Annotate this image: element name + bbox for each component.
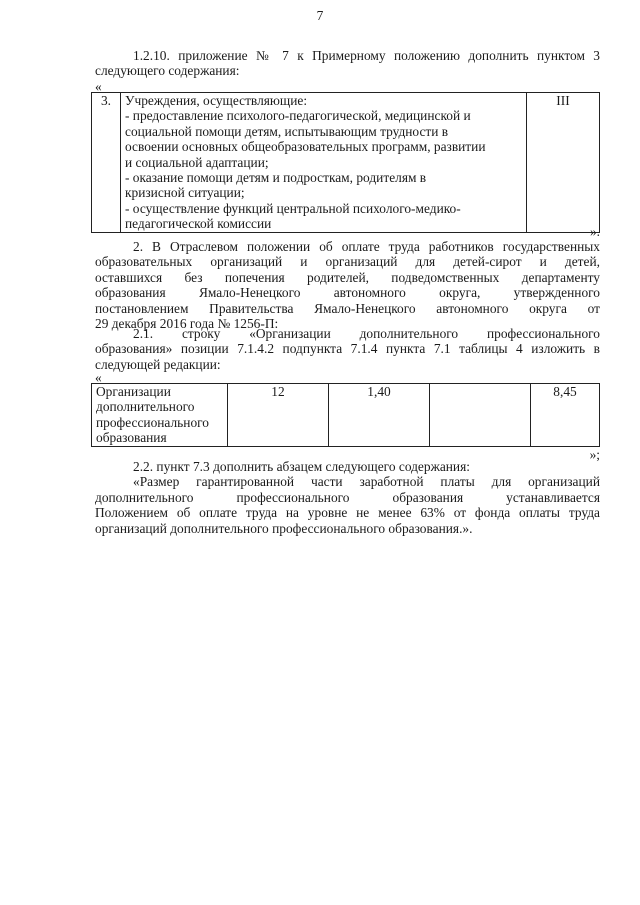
institution-description-cell xyxy=(121,93,527,233)
page-number: 7 xyxy=(316,8,324,23)
cell-line: профессионального xyxy=(96,414,209,430)
cell-line: освоении основных общеобразовательных программ, развитии xyxy=(125,139,486,155)
text-line: образования» позиции 7.1.4.2 подпункта 7.1.4 пункта 7.1 таблицы 4 изложить в xyxy=(95,341,600,357)
value-cell: 8,45 xyxy=(531,384,600,447)
paragraph-1-2-10 xyxy=(95,48,600,79)
text-line: «Размер гарантированной части заработной платы для организаций xyxy=(133,474,600,490)
organization-name-cell xyxy=(92,384,228,447)
table-row xyxy=(92,384,600,447)
cell-line: Организации xyxy=(96,384,171,399)
paragraph-2-1 xyxy=(95,326,600,372)
text-line: организаций дополнительного профессионального образования.». xyxy=(95,520,473,536)
text-line: образовательных организаций и организаций для детей-сирот и детей, xyxy=(95,254,600,270)
text-line: 2. В Отраслевом положении об оплате труда работников государственных xyxy=(133,239,600,254)
cell-line: - оказание помощи детям и подросткам, родителям в xyxy=(125,170,427,186)
paragraph-2-2 xyxy=(95,459,600,536)
value-cell: 1,40 xyxy=(329,384,430,447)
text-line: следующего содержания: xyxy=(95,63,240,79)
close-quote: ». xyxy=(589,224,600,239)
value-cell xyxy=(430,384,531,447)
cell-line: - осуществление функций центральной психолого-медико- xyxy=(125,200,461,216)
close-quote: »; xyxy=(589,447,600,462)
text-line: 1.2.10. приложение № 7 к Примерному положению дополнить пунктом 3 xyxy=(133,48,600,63)
cell-line: кризисной ситуации; xyxy=(125,185,245,201)
text-line: постановлением Правительства Ямало-Ненецкого автономного округа от xyxy=(95,300,600,316)
text-line: 2.2. пункт 7.3 дополнить абзацем следующего содержания: xyxy=(133,459,470,474)
row-number-cell: 3. xyxy=(92,93,121,233)
cell-line: образования xyxy=(96,430,167,446)
cell-line: Учреждения, осуществляющие: xyxy=(125,93,308,108)
text-line: образования Ямало-Ненецкого автономного округа, утвержденного xyxy=(95,285,600,301)
cell-line: и социальной адаптации; xyxy=(125,154,269,170)
value-cell: 12 xyxy=(228,384,329,447)
text-line: следующей редакции: xyxy=(95,356,221,372)
open-quote: « xyxy=(95,370,102,385)
text-line: Положением об оплате труда на уровне не менее 63% от фонда оплаты труда xyxy=(95,505,600,521)
cell-line: - предоставление психолого-педагогической, медицинской и xyxy=(125,108,471,124)
group-cell: III xyxy=(527,93,600,233)
text-line: дополнительного профессионального образования устанавливается xyxy=(95,489,600,505)
paragraph-2 xyxy=(95,239,600,331)
table-salary-row xyxy=(91,383,600,447)
text-line: оставшихся без попечения родителей, подведомственных департаменту xyxy=(95,269,600,285)
cell-line: педагогической комиссии xyxy=(125,216,272,232)
text-line: 29 декабря 2016 года № 1256-П: xyxy=(95,316,279,332)
cell-line: социальной помощи детям, испытывающим трудности в xyxy=(125,123,449,139)
text-line: 2.1. строку «Организации дополнительного профессионального xyxy=(133,326,600,341)
cell-line: дополнительного xyxy=(96,399,195,415)
open-quote: « xyxy=(95,79,102,94)
table-institutions xyxy=(91,92,600,233)
table-row xyxy=(92,93,600,233)
